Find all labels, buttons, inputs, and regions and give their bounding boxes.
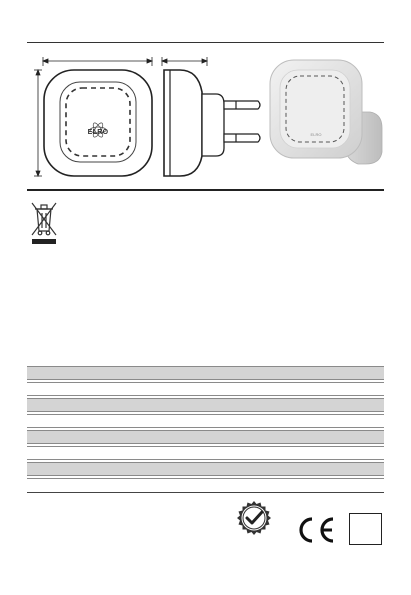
spec-row (27, 430, 384, 444)
photo-logo-text: ELRO (310, 132, 322, 137)
bottom-rule (27, 492, 384, 493)
front-view-drawing (30, 52, 160, 182)
top-rule (27, 42, 384, 43)
height-dimension-line (34, 70, 42, 176)
check-seal-icon (236, 500, 272, 536)
spec-row (27, 414, 384, 428)
product-photo (266, 56, 390, 176)
plug-prongs (224, 101, 260, 142)
spec-row (27, 382, 384, 396)
certification-box (349, 513, 382, 545)
weee-bin-icon (29, 199, 59, 247)
width-dimension-line (43, 57, 152, 66)
plug-base (202, 94, 224, 156)
ce-mark-icon (293, 515, 337, 545)
spec-row (27, 446, 384, 460)
side-view-drawing (158, 52, 268, 182)
spec-row (27, 366, 384, 380)
spec-row (27, 478, 384, 492)
depth-dimension-line (162, 57, 207, 66)
product-logo-text: ELRO (87, 129, 109, 136)
device-front-panel (60, 82, 136, 162)
section-divider (27, 189, 384, 191)
spec-row (27, 462, 384, 476)
spec-row (27, 398, 384, 412)
